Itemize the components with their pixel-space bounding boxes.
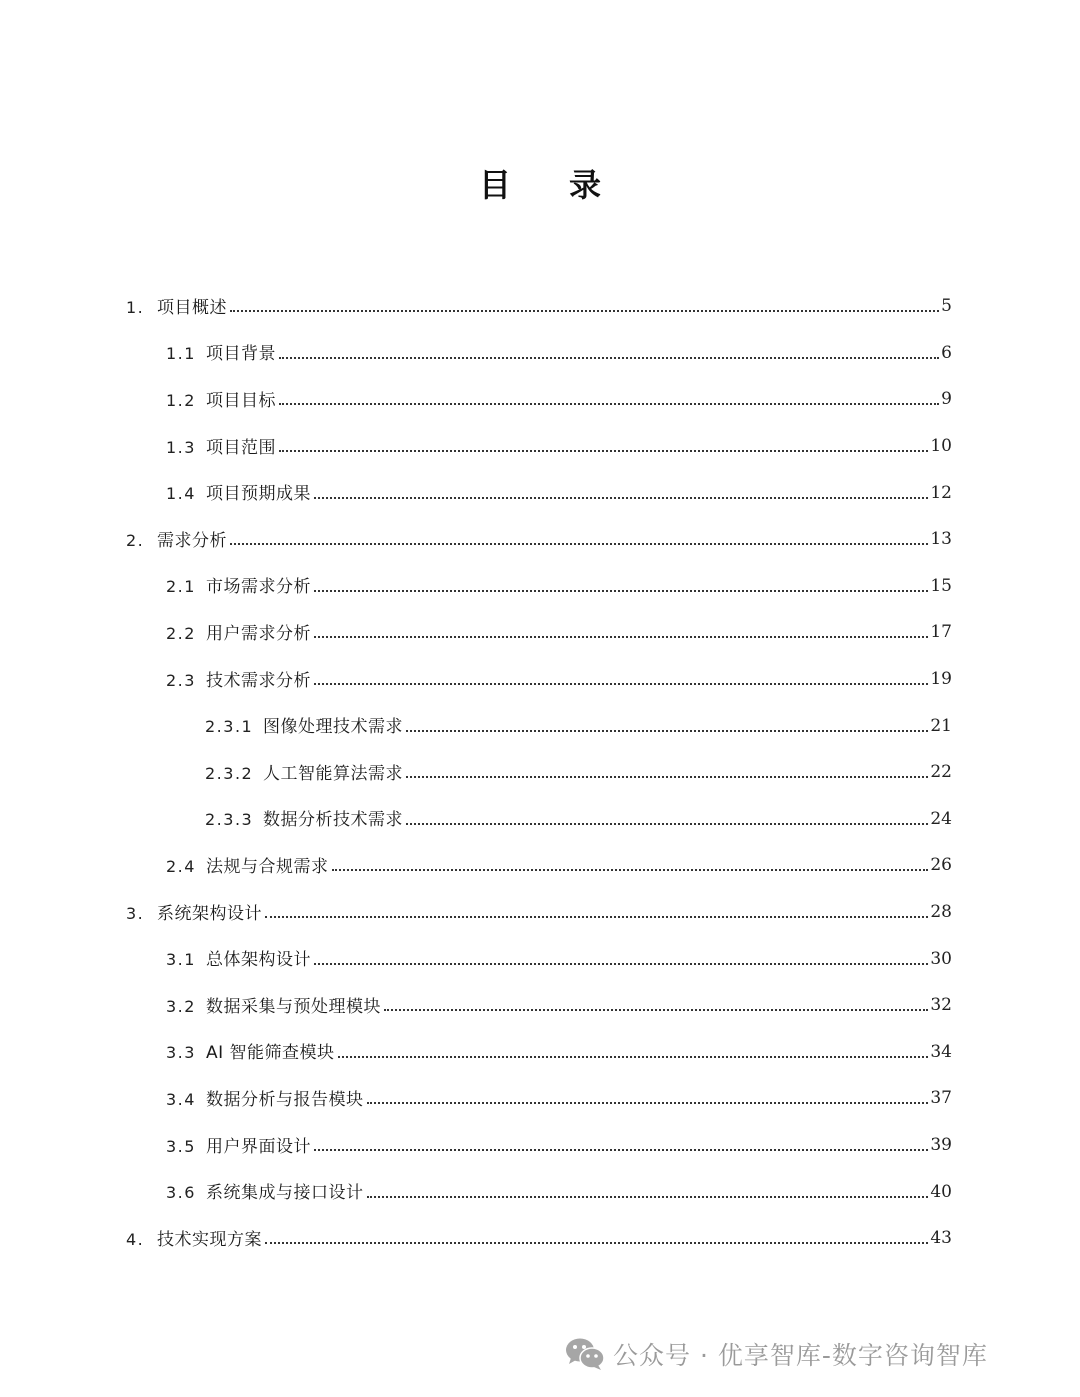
toc-entry-label: [205, 805, 403, 830]
toc-entry[interactable]: [0, 468, 1080, 515]
toc-dot-leader: [314, 1149, 928, 1151]
toc-entry-number: 4.: [126, 1229, 145, 1249]
toc-entry-label: [166, 572, 311, 597]
toc-entry-label: [166, 479, 311, 504]
toc-dot-leader: [230, 543, 928, 545]
toc-entry-number: 2.3.1: [205, 717, 254, 737]
toc-entry-number: 3.5: [166, 1136, 196, 1156]
toc-entry-number: 3.4: [166, 1089, 196, 1109]
toc-entry-title: 用户界面设计: [206, 1136, 311, 1157]
toc-entry[interactable]: [0, 375, 1080, 422]
toc-entry-label: [126, 293, 227, 318]
toc-dot-leader: [279, 450, 928, 452]
toc-entry-title: 系统集成与接口设计: [206, 1183, 364, 1204]
toc-dot-leader: [314, 963, 928, 965]
toc-entry-page-number: 5: [941, 296, 952, 317]
toc-dot-leader: [332, 869, 929, 871]
toc-entry-number: 3.: [126, 903, 145, 923]
toc-entry[interactable]: [0, 1214, 1080, 1261]
toc-entry-page-number: 39: [930, 1135, 952, 1156]
toc-entry-page-number: 22: [930, 762, 952, 783]
toc-entry-label: [205, 759, 403, 784]
watermark-text: 公众号 · 优享智库-数字咨询智库: [613, 1341, 988, 1370]
toc-entry-title: 总体架构设计: [206, 950, 311, 971]
toc-entry[interactable]: [0, 1028, 1080, 1075]
toc-entry[interactable]: [0, 841, 1080, 888]
toc-entry-label: [166, 339, 276, 364]
toc-entry-label: [166, 992, 381, 1017]
toc-dot-leader: [406, 823, 928, 825]
toc-entry-number: 3.1: [166, 950, 196, 970]
toc-entry[interactable]: [0, 888, 1080, 935]
watermark: [565, 1336, 988, 1372]
toc-entry-number: 1.2: [166, 390, 196, 410]
toc-dot-leader: [367, 1196, 929, 1198]
toc-entry-title: 项目背景: [206, 344, 276, 365]
toc-entry-label: [166, 945, 311, 970]
toc-entry-title: 图像处理技术需求: [263, 717, 403, 738]
toc-entry-label: [166, 666, 311, 691]
toc-entry-number: 1.3: [166, 437, 196, 457]
toc-entry-title: 项目概述: [157, 297, 227, 318]
toc-entry[interactable]: [0, 1121, 1080, 1168]
toc-entry-number: 2.3.2: [205, 763, 254, 783]
toc-entry-page-number: 9: [941, 389, 952, 410]
toc-entry-page-number: 19: [930, 669, 952, 690]
toc-entry-title: 项目范围: [206, 437, 276, 458]
toc-entry-number: 1.1: [166, 344, 196, 364]
toc-entry-page-number: 10: [930, 436, 952, 457]
toc-entry[interactable]: [0, 422, 1080, 469]
toc-entry[interactable]: [0, 981, 1080, 1028]
toc-entry-label: [166, 1038, 335, 1063]
toc-entry[interactable]: [0, 701, 1080, 748]
toc-entry-title: 项目预期成果: [206, 484, 311, 505]
toc-entry[interactable]: [0, 795, 1080, 842]
toc-entry-title: 人工智能算法需求: [263, 763, 403, 784]
toc-entry[interactable]: [0, 1074, 1080, 1121]
toc-dot-leader: [279, 403, 939, 405]
toc-dot-leader: [314, 497, 928, 499]
toc-entry-number: 2.: [126, 530, 145, 550]
toc-entry-title: 需求分析: [157, 530, 227, 551]
toc-dot-leader: [314, 683, 928, 685]
toc-entry-title: 数据采集与预处理模块: [206, 996, 381, 1017]
toc-entry-label: [166, 1085, 364, 1110]
toc-dot-leader: [265, 1242, 928, 1244]
toc-dot-leader: [265, 916, 928, 918]
toc-entry[interactable]: [0, 934, 1080, 981]
toc-entry-title: 技术实现方案: [157, 1229, 262, 1250]
toc-entry-page-number: 15: [930, 575, 952, 596]
toc-entry[interactable]: [0, 608, 1080, 655]
toc-entry[interactable]: [0, 562, 1080, 609]
toc-entry-number: 3.2: [166, 996, 196, 1016]
page-title-char: 录: [569, 166, 602, 204]
toc-entry-label: [166, 386, 276, 411]
toc-entry-page-number: 17: [930, 622, 952, 643]
toc-dot-leader: [406, 730, 928, 732]
toc-entry-number: 2.1: [166, 577, 196, 597]
toc-entry-page-number: 43: [930, 1228, 952, 1249]
toc-entry-label: [205, 712, 403, 737]
toc-entry-label: [126, 526, 227, 551]
toc-entry-title: 法规与合规需求: [206, 856, 329, 877]
toc-entry-page-number: 30: [930, 948, 952, 969]
toc-entry[interactable]: [0, 748, 1080, 795]
toc-dot-leader: [314, 636, 928, 638]
toc-dot-leader: [367, 1102, 929, 1104]
toc-dot-leader: [406, 776, 928, 778]
page-title-char: 目: [478, 166, 511, 204]
toc-entry-page-number: 21: [930, 715, 952, 736]
toc-entry-page-number: 13: [930, 529, 952, 550]
toc-entry-number: 3.6: [166, 1183, 196, 1203]
toc-dot-leader: [279, 357, 939, 359]
toc-entry-label: [126, 899, 262, 924]
toc-entry[interactable]: [0, 655, 1080, 702]
toc-entry-label: [126, 1225, 262, 1250]
toc-dot-leader: [314, 590, 928, 592]
toc-entry-title: 系统架构设计: [157, 903, 262, 924]
toc-dot-leader: [384, 1009, 928, 1011]
toc-entry-title: 用户需求分析: [206, 623, 311, 644]
toc-entry-title: 项目目标: [206, 390, 276, 411]
toc-entry-page-number: 28: [930, 902, 952, 923]
page-title: [0, 160, 1080, 206]
toc-entry[interactable]: [0, 515, 1080, 562]
toc-entry-number: 1.4: [166, 484, 196, 504]
toc-entry-label: [166, 1132, 311, 1157]
toc-entry-label: [166, 619, 311, 644]
toc-entry-number: 2.3: [166, 670, 196, 690]
toc-entry-title: 技术需求分析: [206, 670, 311, 691]
toc-entry-page-number: 34: [930, 1041, 952, 1062]
wechat-icon: [565, 1337, 605, 1371]
toc-entry-number: 3.3: [166, 1043, 196, 1063]
toc-entry-number: 2.4: [166, 856, 196, 876]
toc-entry-title: 数据分析技术需求: [263, 810, 403, 831]
toc-entry-page-number: 40: [930, 1181, 952, 1202]
toc-entry[interactable]: [0, 329, 1080, 376]
toc-entry-number: 1.: [126, 297, 145, 317]
toc-entry-title: 市场需求分析: [206, 577, 311, 598]
toc-entry-page-number: 24: [930, 808, 952, 829]
toc-entry-label: [166, 1178, 364, 1203]
toc-entry-page-number: 12: [930, 482, 952, 503]
toc-entry-title: 数据分析与报告模块: [206, 1089, 364, 1110]
toc-entry[interactable]: [0, 1167, 1080, 1214]
toc-entry-label: [166, 852, 329, 877]
toc-entry-page-number: 37: [930, 1088, 952, 1109]
toc-entry-number: 2.2: [166, 623, 196, 643]
toc-dot-leader: [338, 1056, 929, 1058]
toc-entry-title: AI 智能筛查模块: [206, 1043, 335, 1064]
toc-entry-page-number: 6: [941, 342, 952, 363]
toc-entry-page-number: 32: [930, 995, 952, 1016]
toc-entry[interactable]: [0, 282, 1080, 329]
toc-entry-page-number: 26: [930, 855, 952, 876]
toc-entry-label: [166, 433, 276, 458]
toc-dot-leader: [230, 310, 939, 312]
toc-entry-number: 2.3.3: [205, 810, 254, 830]
